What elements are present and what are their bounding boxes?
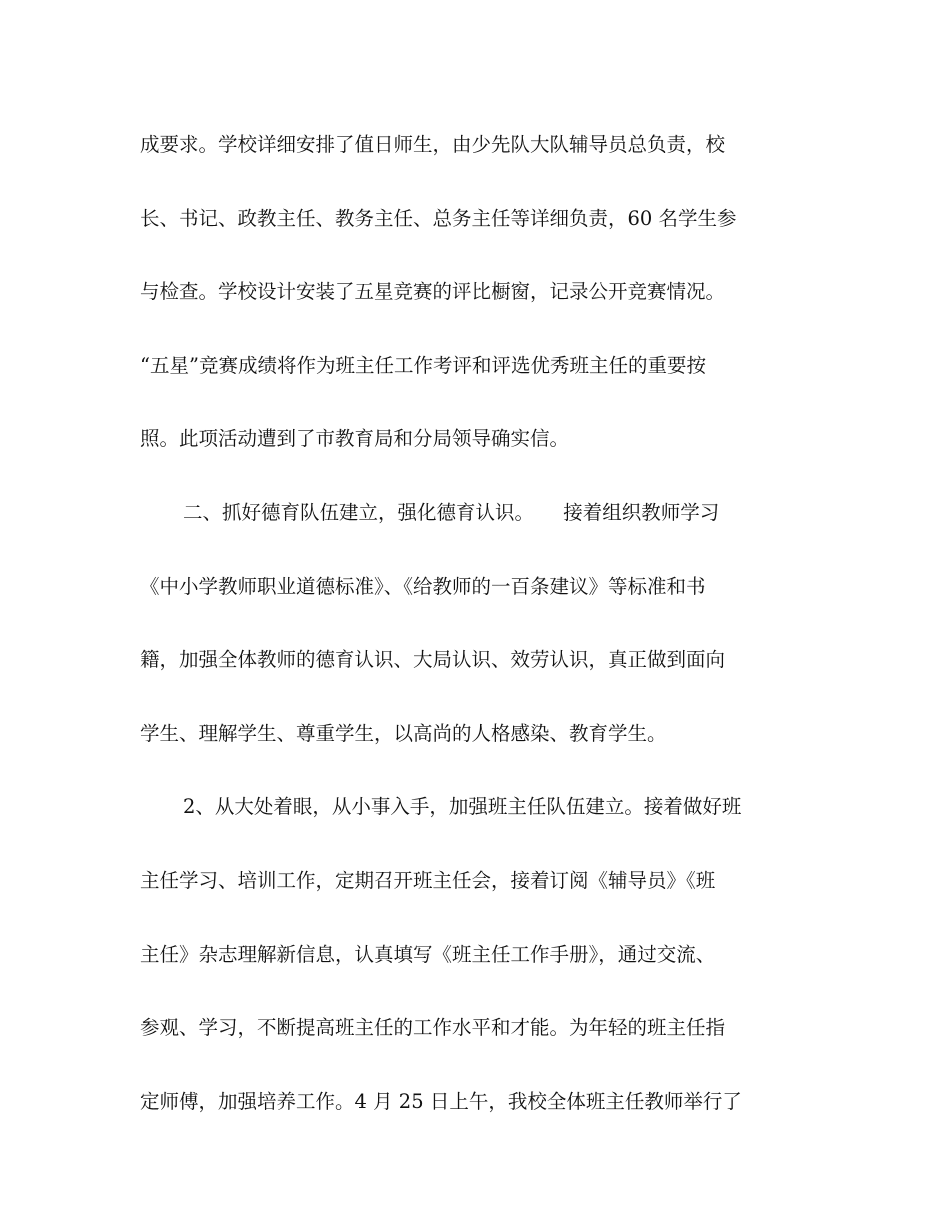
text-line: “五星”竞赛成绩将作为班主任工作考评和评选优秀班主任的重要按 <box>140 353 706 377</box>
text-line: 籍，加强全体教师的德育认识、大局认识、效劳认识，真正做到面向 <box>140 648 726 672</box>
text-line: 《中小学教师职业道德标准》、《给教师的一百条建议》等标准和书 <box>140 574 706 598</box>
paragraph-start-line: 二、抓好德育队伍建立，强化德育认识。 接着组织教师学习 <box>183 500 720 524</box>
text-line: 定师傅，加强培养工作。4 月 25 日上午，我校全体班主任教师举行了 <box>140 1089 742 1113</box>
text-line: 学生、理解学生、尊重学生，以高尚的人格感染、教育学生。 <box>140 721 667 745</box>
paragraph-start-line: 2、从大处着眼，从小事入手，加强班主任队伍建立。接着做好班 <box>183 795 742 819</box>
text-line: 主任》杂志理解新信息，认真填写《班主任工作手册》，通过交流、 <box>140 942 716 966</box>
text-line: 参观、学习，不断提高班主任的工作水平和才能。为年轻的班主任指 <box>140 1016 726 1040</box>
body-text <box>140 122 820 1152</box>
text-line: 成要求。学校详细安排了值日师生，由少先队大队辅导员总负责，校 <box>140 133 726 156</box>
text-line: 主任学习、培训工作，定期召开班主任会，接着订阅《辅导员》《班 <box>140 868 716 892</box>
text-line: 照。此项活动遭到了市教育局和分局领导确实信。 <box>140 427 570 451</box>
text-line: 与检查。学校设计安装了五星竞赛的评比橱窗，记录公开竞赛情况。 <box>140 280 726 304</box>
text-line: 长、书记、政教主任、教务主任、总务主任等详细负责，60 名学生参 <box>140 206 737 230</box>
